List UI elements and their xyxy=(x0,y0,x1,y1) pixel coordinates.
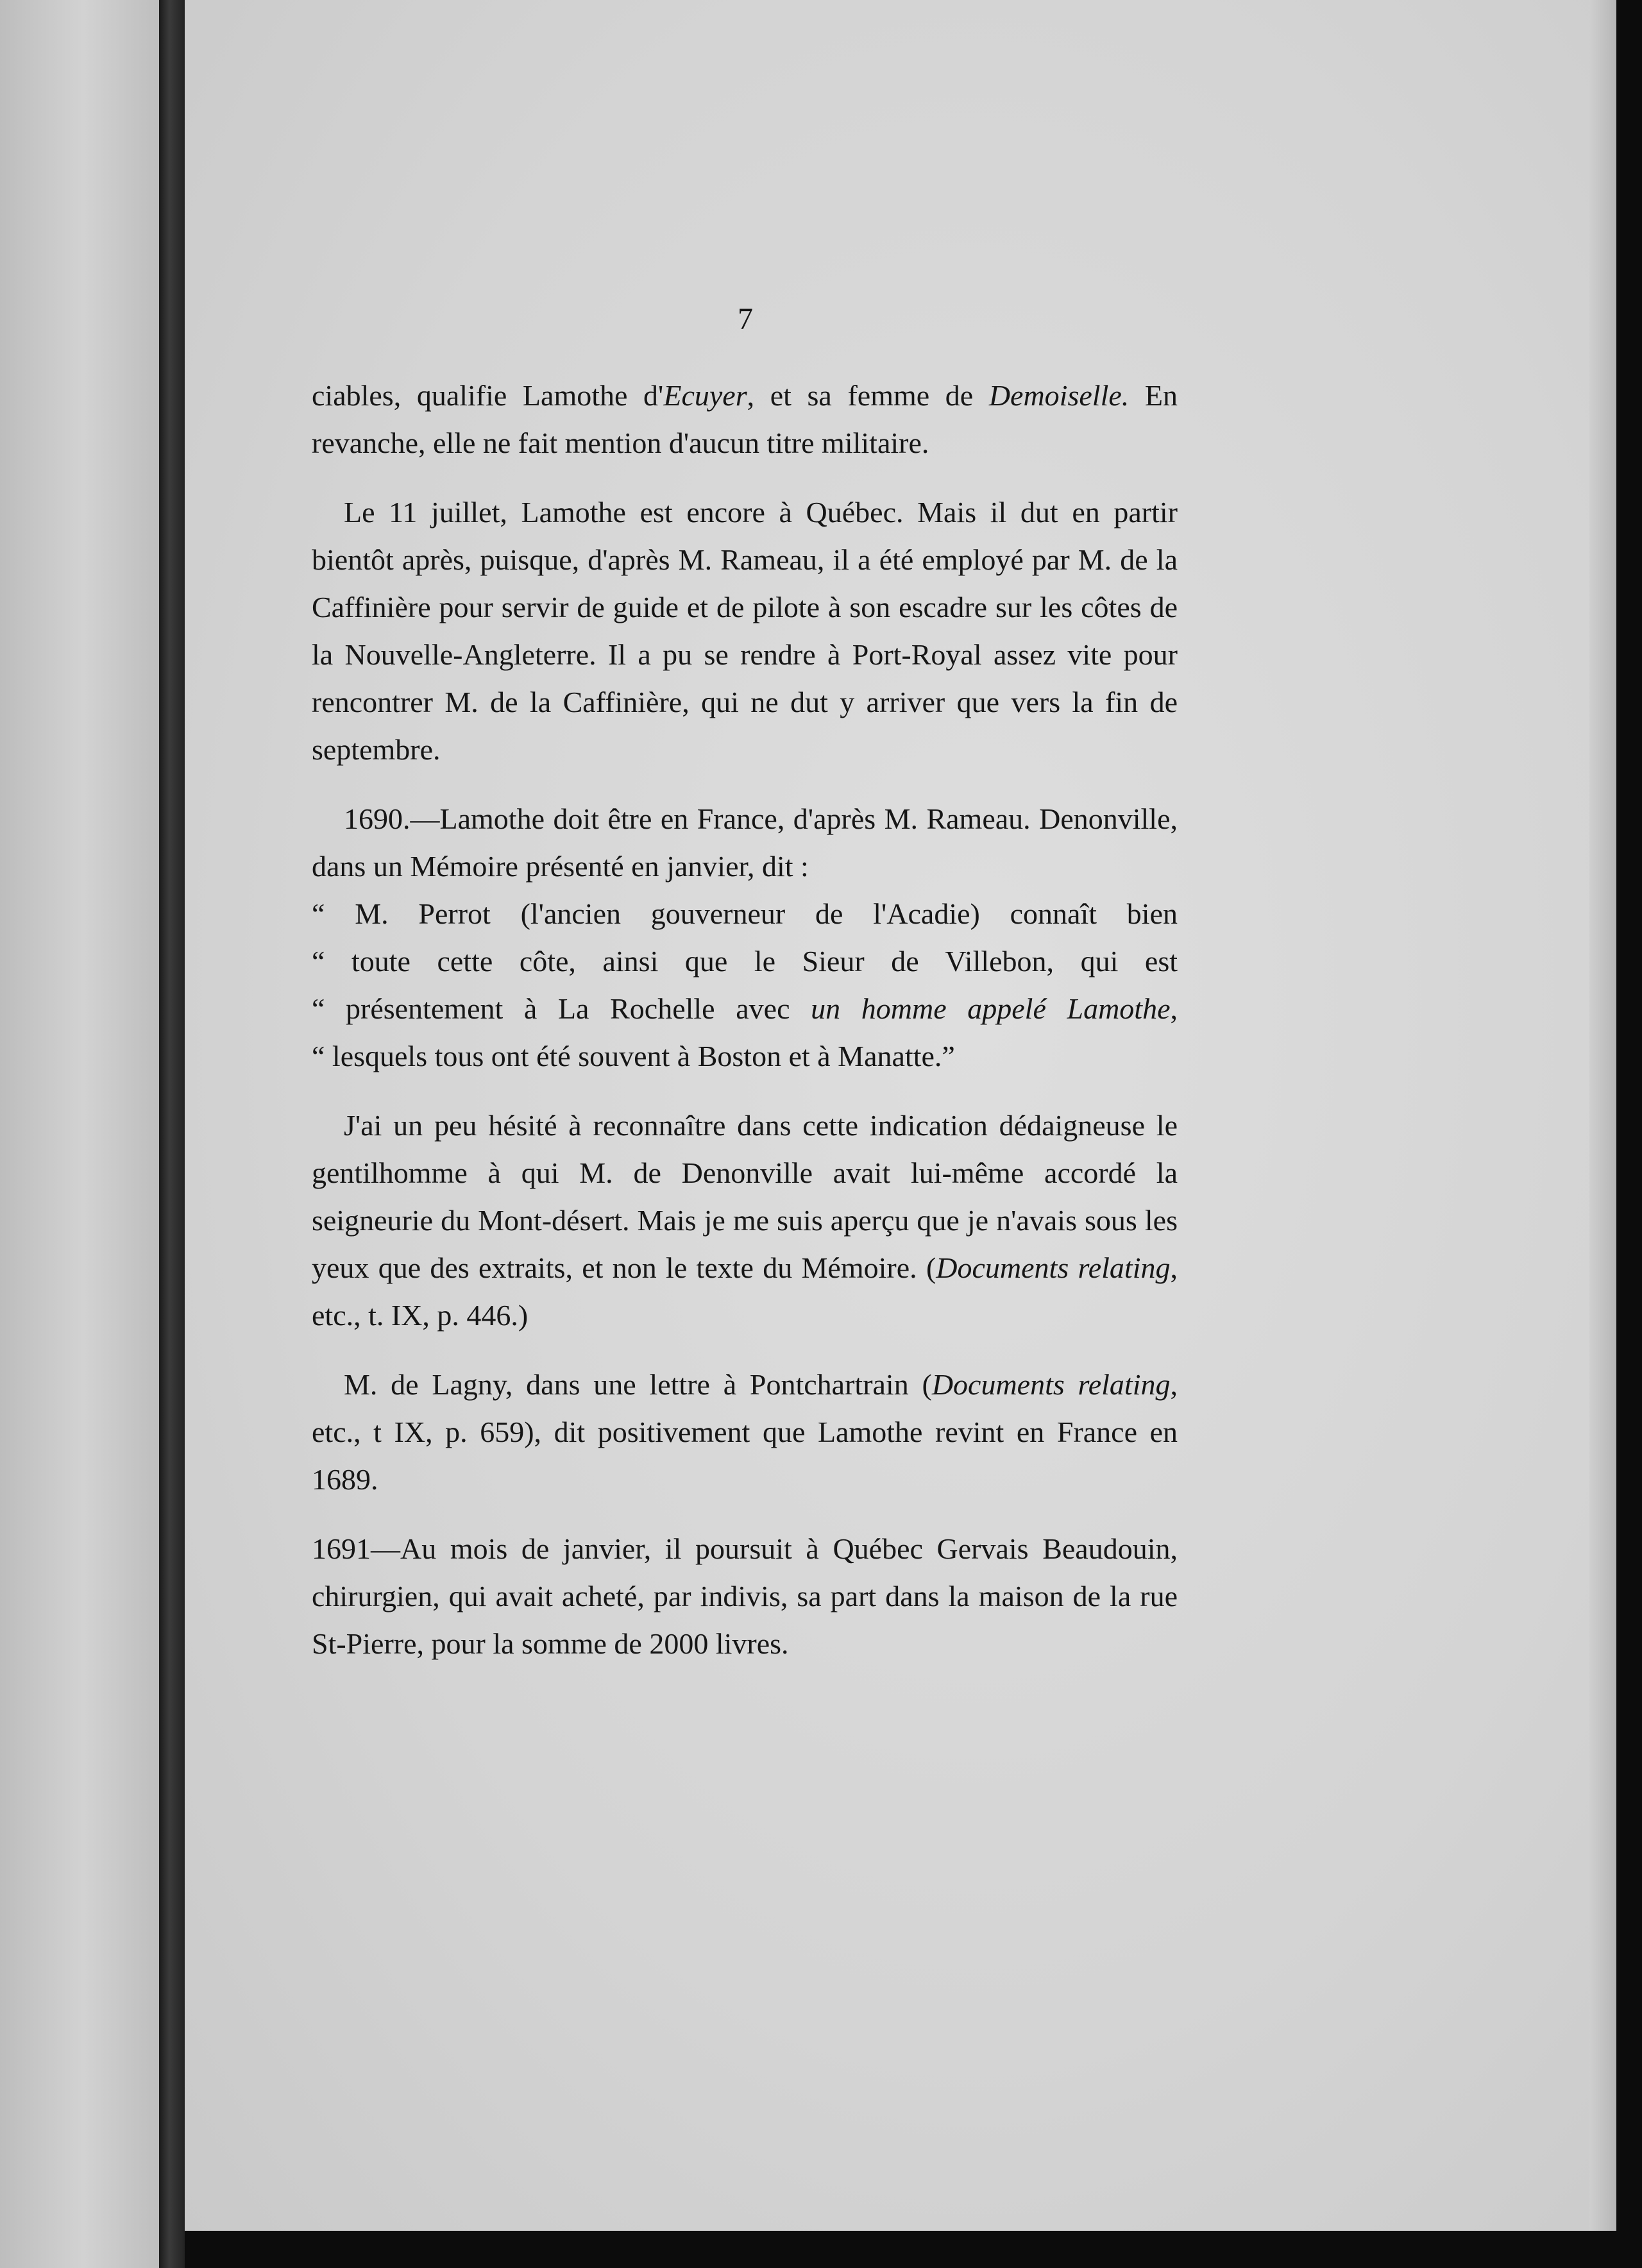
italic-text: Documents relating xyxy=(931,1368,1171,1401)
text-run: , etc., t. IX, p. 446.) xyxy=(312,1251,1178,1332)
facing-page-edge xyxy=(0,0,167,2268)
text-run: J'ai un peu hésité à reconnaître dans cette indication dédaigneuse le gentilhomme à qui M. de Denonville avait lui-même accordé la seigneurie du Mont-désert. Mais je me suis aperçu que je n'avais sous les yeux que des extraits, et non le texte du Mémoire. ( xyxy=(312,1109,1178,1284)
italic-text: Documents relating xyxy=(936,1251,1171,1284)
quote-line xyxy=(312,985,1178,1033)
text-run: 1690.—Lamothe doit être en France, d'après M. Rameau. Denonville, dans un Mémoire présenté en janvier, dit : xyxy=(312,802,1178,883)
page-edge-shadow xyxy=(1589,0,1616,2231)
scan-border xyxy=(185,2231,1616,2268)
paragraph-6-1691 xyxy=(312,1525,1178,1668)
italic-text: Ecuyer xyxy=(663,379,747,412)
text-run: “ M. Perrot (l'ancien gouverneur de l'Acadie) connaît bien xyxy=(312,897,1178,930)
paragraph-4 xyxy=(312,1102,1178,1339)
italic-text: un homme appelé Lamothe xyxy=(811,992,1171,1025)
text-run: , xyxy=(1170,992,1178,1025)
quote-line xyxy=(312,890,1178,938)
text-run: 1691—Au mois de janvier, il poursuit à Québec Gervais Beaudouin, chirurgien, qui avait acheté, par indivis, sa part dans la maison de la rue St-Pierre, pour la somme de 2000 livres. xyxy=(312,1532,1178,1660)
paragraph-2 xyxy=(312,489,1178,774)
text-run: “ lesquels tous ont été souvent à Boston et à Manatte.” xyxy=(312,1040,955,1072)
italic-text: Demoiselle. xyxy=(988,379,1130,412)
text-run: ciables, qualifie Lamothe d' xyxy=(312,379,664,412)
book-gutter xyxy=(159,0,185,2268)
paragraph-3-1690 xyxy=(312,795,1178,1080)
text-run: , et sa femme de xyxy=(747,379,989,412)
paragraph-1 xyxy=(312,372,1178,467)
text-run: “ présentement à La Rochelle avec xyxy=(312,992,811,1025)
text-run: En revanche, elle ne fait mention d'aucun titre militaire. xyxy=(312,379,1178,459)
page-number: 7 xyxy=(738,302,753,336)
quote-line xyxy=(312,938,1178,985)
text-run: Le 11 juillet, Lamothe est encore à Québec. Mais il dut en partir bientôt après, puisque, d'après M. Rameau, il a été employé par M. de la Caffinière pour servir de guide et de pilote à son escadre sur les côtes de la Nouvelle-Angleterre. Il a pu se rendre à Port-Royal assez vite pour rencontrer M. de la Caffinière, qui ne dut y arriver que vers la fin de septembre. xyxy=(312,496,1178,766)
paragraph-5 xyxy=(312,1361,1178,1503)
text-run: “ toute cette côte, ainsi que le Sieur de Villebon, qui est xyxy=(312,945,1178,977)
text-run: M. de Lagny, dans une lettre à Pontchartrain ( xyxy=(344,1368,932,1401)
body-text xyxy=(312,295,1178,1668)
quote-line xyxy=(312,1033,1178,1080)
text-run: , etc., t IX, p. 659), dit positivement que Lamothe revint en France en 1689. xyxy=(312,1368,1178,1496)
